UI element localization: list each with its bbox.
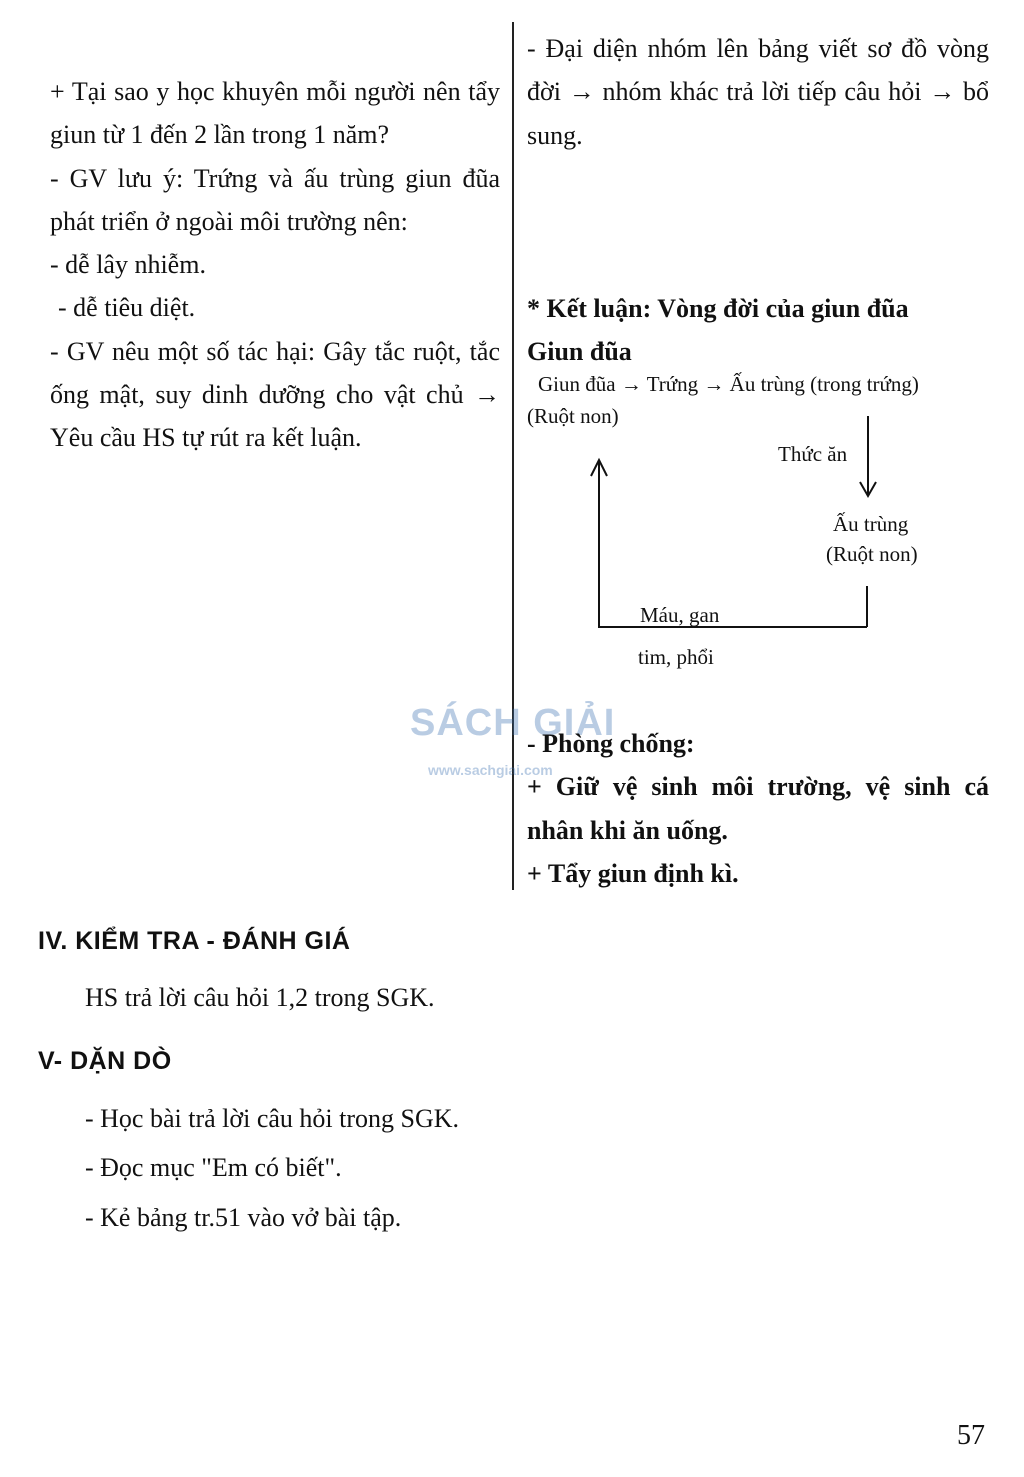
note-item: - dễ tiêu diệt. (58, 293, 196, 323)
student-activity-text: - Đại diện nhóm lên bảng viết sơ đồ vòng đời → nhóm khác trả lời tiếp câu hỏi → bổ sung. (527, 34, 989, 150)
path-label-1: Máu, gan (640, 603, 720, 627)
path-label-2: tim, phổi (638, 645, 714, 669)
life-cycle-diagram (520, 370, 1000, 680)
student-activities-column (527, 27, 989, 157)
larva-label: Ấu trùng (833, 512, 909, 536)
teacher-activities-column (50, 70, 500, 460)
left-location-label: (Ruột non) (527, 404, 619, 428)
section-v-heading: V- DẶN DÒ (38, 1047, 172, 1075)
conclusion-block (527, 287, 997, 373)
question-line: + Tại sao y học khuyên mỗi người nên tẩy giun từ 1 đến 2 lần trong 1 năm? (50, 77, 500, 150)
food-label: Thức ăn (778, 442, 848, 466)
conclusion-subtitle: Giun đũa (527, 337, 632, 366)
teacher-note-line: - GV lưu ý: Trứng và ấu trùng giun đũa phát triển ở ngoài môi trường nên: (50, 163, 500, 236)
harm-line: - GV nêu một số tác hại: Gây tắc ruột, tắc ống mật, suy dinh dưỡng cho vật chủ → Yêu cầu HS tự rút ra kết luận. (50, 336, 500, 453)
homework-item: - Đọc mục "Em có biết". (85, 1153, 342, 1182)
prevention-block (527, 722, 989, 895)
prevention-item: + Tẩy giun định kì. (527, 858, 739, 888)
homework-item: - Học bài trả lời câu hỏi trong SGK. (85, 1104, 460, 1133)
larva-location-label: (Ruột non) (826, 542, 918, 566)
note-item: - dễ lây nhiễm. (50, 250, 206, 280)
top-chain-label: Giun đũa → Trứng → Ấu trùng (trong trứng) (538, 372, 919, 396)
section-iv-text: HS trả lời câu hỏi 1,2 trong SGK. (85, 983, 435, 1012)
homework-item: - Kẻ bảng tr.51 vào vở bài tập. (85, 1203, 402, 1232)
page-number: 57 (957, 1420, 985, 1451)
watermark-url: www.sachgiai.com (428, 762, 553, 778)
section-iv-heading: IV. KIỂM TRA - ĐÁNH GIÁ (38, 927, 351, 955)
prevention-title: - Phòng chống: (527, 729, 695, 758)
watermark-brand: SÁCH GIẢI (410, 702, 616, 744)
prevention-item: + Giữ vệ sinh môi trường, vệ sinh cá nhân khi ăn uống. (527, 772, 989, 845)
conclusion-title: * Kết luận: Vòng đời của giun đũa (527, 294, 909, 323)
